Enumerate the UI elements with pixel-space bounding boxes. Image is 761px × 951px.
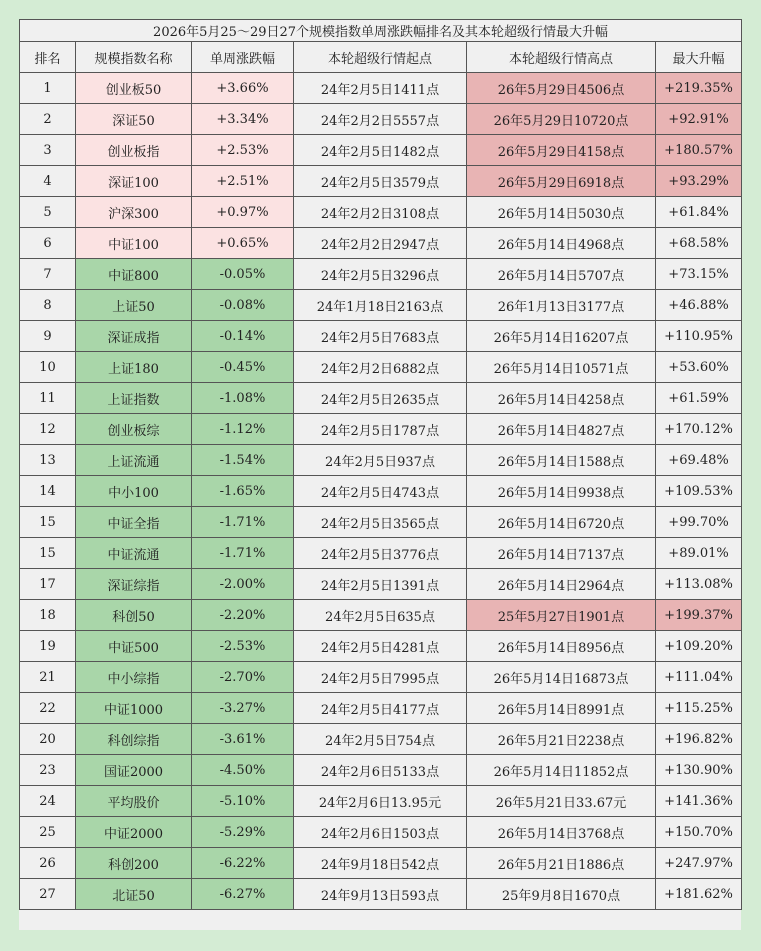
max-gain-cell: +93.29% [656, 166, 742, 197]
max-gain-cell: +181.62% [656, 879, 742, 910]
rally-start-cell: 24年2月5日754点 [294, 724, 467, 755]
index-name-cell: 中小综指 [76, 662, 192, 693]
max-gain-cell: +61.59% [656, 383, 742, 414]
index-name-cell: 上证180 [76, 352, 192, 383]
index-name-cell: 深证100 [76, 166, 192, 197]
max-gain-cell: +109.53% [656, 476, 742, 507]
rally-start-cell: 24年2月5日635点 [294, 600, 467, 631]
weekly-change-cell: -5.10% [192, 786, 294, 817]
rally-high-cell: 26年5月21日2238点 [467, 724, 656, 755]
index-name-cell: 上证50 [76, 290, 192, 321]
rally-start-cell: 24年2月6日5133点 [294, 755, 467, 786]
weekly-change-cell: +2.53% [192, 135, 294, 166]
index-name-cell: 中证全指 [76, 507, 192, 538]
rally-high-cell: 26年5月14日10571点 [467, 352, 656, 383]
rally-start-cell: 24年2月5日3296点 [294, 259, 467, 290]
index-ranking-table [19, 19, 742, 910]
header-rally-start: 本轮超级行情起点 [294, 42, 467, 73]
max-gain-cell: +247.97% [656, 848, 742, 879]
rank-cell: 25 [20, 817, 76, 848]
table-row [20, 817, 742, 848]
rally-start-cell: 24年2月5日4743点 [294, 476, 467, 507]
table-row [20, 538, 742, 569]
table-row [20, 352, 742, 383]
table-row [20, 104, 742, 135]
rally-start-cell: 24年2月5日937点 [294, 445, 467, 476]
index-name-cell: 创业板综 [76, 414, 192, 445]
rally-high-cell: 26年5月14日16207点 [467, 321, 656, 352]
max-gain-cell: +69.48% [656, 445, 742, 476]
max-gain-cell: +99.70% [656, 507, 742, 538]
weekly-change-cell: -0.14% [192, 321, 294, 352]
rally-high-cell: 26年1月13日3177点 [467, 290, 656, 321]
index-name-cell: 科创200 [76, 848, 192, 879]
max-gain-cell: +115.25% [656, 693, 742, 724]
index-name-cell: 中证800 [76, 259, 192, 290]
max-gain-cell: +150.70% [656, 817, 742, 848]
max-gain-cell: +170.12% [656, 414, 742, 445]
table-container [19, 19, 741, 930]
table-row [20, 383, 742, 414]
rank-cell: 15 [20, 538, 76, 569]
rally-start-cell: 24年2月6日13.95元 [294, 786, 467, 817]
weekly-change-cell: +0.97% [192, 197, 294, 228]
weekly-change-cell: -0.45% [192, 352, 294, 383]
table-row [20, 166, 742, 197]
rank-cell: 5 [20, 197, 76, 228]
weekly-change-cell: -0.05% [192, 259, 294, 290]
rally-high-cell: 26年5月14日5707点 [467, 259, 656, 290]
max-gain-cell: +196.82% [656, 724, 742, 755]
index-name-cell: 深证50 [76, 104, 192, 135]
weekly-change-cell: +0.65% [192, 228, 294, 259]
weekly-change-cell: -6.27% [192, 879, 294, 910]
max-gain-cell: +130.90% [656, 755, 742, 786]
rally-high-cell: 26年5月29日4158点 [467, 135, 656, 166]
index-name-cell: 深证综指 [76, 569, 192, 600]
rally-start-cell: 24年2月5日1391点 [294, 569, 467, 600]
weekly-change-cell: -4.50% [192, 755, 294, 786]
table-row [20, 414, 742, 445]
weekly-change-cell: -1.54% [192, 445, 294, 476]
rank-cell: 6 [20, 228, 76, 259]
max-gain-cell: +110.95% [656, 321, 742, 352]
rally-high-cell: 26年5月14日8991点 [467, 693, 656, 724]
table-title: 2026年5月25～29日27个规模指数单周涨跌幅排名及其本轮超级行情最大升幅 [20, 20, 742, 42]
index-name-cell: 上证流通 [76, 445, 192, 476]
weekly-change-cell: -2.20% [192, 600, 294, 631]
rally-start-cell: 24年2月5日3579点 [294, 166, 467, 197]
rank-cell: 3 [20, 135, 76, 166]
rank-cell: 10 [20, 352, 76, 383]
weekly-change-cell: -2.70% [192, 662, 294, 693]
rally-start-cell: 24年2月5日3776点 [294, 538, 467, 569]
max-gain-cell: +53.60% [656, 352, 742, 383]
rally-start-cell: 24年2月5日3565点 [294, 507, 467, 538]
table-row [20, 290, 742, 321]
weekly-change-cell: -2.00% [192, 569, 294, 600]
rally-high-cell: 26年5月14日8956点 [467, 631, 656, 662]
header-max-gain: 最大升幅 [656, 42, 742, 73]
rally-high-cell: 26年5月14日11852点 [467, 755, 656, 786]
rally-high-cell: 25年9月8日1670点 [467, 879, 656, 910]
rally-high-cell: 26年5月14日1588点 [467, 445, 656, 476]
rally-start-cell: 24年2月5日4281点 [294, 631, 467, 662]
rank-cell: 19 [20, 631, 76, 662]
rank-cell: 11 [20, 383, 76, 414]
rally-high-cell: 25年5月27日1901点 [467, 600, 656, 631]
rank-cell: 7 [20, 259, 76, 290]
rally-start-cell: 24年2月5日1411点 [294, 73, 467, 104]
table-row [20, 724, 742, 755]
title-row [20, 20, 742, 42]
weekly-change-cell: -1.08% [192, 383, 294, 414]
rally-start-cell: 24年2月2日2947点 [294, 228, 467, 259]
max-gain-cell: +46.88% [656, 290, 742, 321]
table-row [20, 569, 742, 600]
max-gain-cell: +141.36% [656, 786, 742, 817]
table-row [20, 879, 742, 910]
rank-cell: 24 [20, 786, 76, 817]
index-name-cell: 北证50 [76, 879, 192, 910]
table-row [20, 848, 742, 879]
weekly-change-cell: -3.27% [192, 693, 294, 724]
weekly-change-cell: -1.12% [192, 414, 294, 445]
rally-start-cell: 24年2月5日4177点 [294, 693, 467, 724]
header-rally-high: 本轮超级行情高点 [467, 42, 656, 73]
header-row [20, 42, 742, 73]
rally-start-cell: 24年9月18日542点 [294, 848, 467, 879]
max-gain-cell: +68.58% [656, 228, 742, 259]
rally-start-cell: 24年9月13日593点 [294, 879, 467, 910]
table-row [20, 786, 742, 817]
rank-cell: 18 [20, 600, 76, 631]
rank-cell: 12 [20, 414, 76, 445]
table-row [20, 662, 742, 693]
index-name-cell: 中证100 [76, 228, 192, 259]
weekly-change-cell: -3.61% [192, 724, 294, 755]
rally-high-cell: 26年5月14日4258点 [467, 383, 656, 414]
table-row [20, 228, 742, 259]
rally-high-cell: 26年5月29日4506点 [467, 73, 656, 104]
rank-cell: 27 [20, 879, 76, 910]
rank-cell: 2 [20, 104, 76, 135]
table-row [20, 693, 742, 724]
weekly-change-cell: -5.29% [192, 817, 294, 848]
header-weekly-change: 单周涨跌幅 [192, 42, 294, 73]
table-row [20, 259, 742, 290]
weekly-change-cell: -1.65% [192, 476, 294, 507]
index-name-cell: 中证流通 [76, 538, 192, 569]
max-gain-cell: +180.57% [656, 135, 742, 166]
index-name-cell: 科创综指 [76, 724, 192, 755]
rank-cell: 23 [20, 755, 76, 786]
max-gain-cell: +111.04% [656, 662, 742, 693]
table-row [20, 445, 742, 476]
rally-start-cell: 24年2月5日2635点 [294, 383, 467, 414]
rank-cell: 21 [20, 662, 76, 693]
table-row [20, 197, 742, 228]
table-row [20, 755, 742, 786]
index-name-cell: 科创50 [76, 600, 192, 631]
max-gain-cell: +113.08% [656, 569, 742, 600]
header-index-name: 规模指数名称 [76, 42, 192, 73]
weekly-change-cell: +2.51% [192, 166, 294, 197]
rank-cell: 22 [20, 693, 76, 724]
table-row [20, 135, 742, 166]
rally-high-cell: 26年5月29日10720点 [467, 104, 656, 135]
rally-high-cell: 26年5月14日16873点 [467, 662, 656, 693]
rally-start-cell: 24年1月18日2163点 [294, 290, 467, 321]
weekly-change-cell: -2.53% [192, 631, 294, 662]
rally-high-cell: 26年5月21日33.67元 [467, 786, 656, 817]
table-row [20, 600, 742, 631]
rally-high-cell: 26年5月21日1886点 [467, 848, 656, 879]
rally-start-cell: 24年2月2日6882点 [294, 352, 467, 383]
weekly-change-cell: -0.08% [192, 290, 294, 321]
index-name-cell: 中证2000 [76, 817, 192, 848]
index-name-cell: 国证2000 [76, 755, 192, 786]
rally-start-cell: 24年2月2日3108点 [294, 197, 467, 228]
weekly-change-cell: -1.71% [192, 538, 294, 569]
rally-start-cell: 24年2月5日1482点 [294, 135, 467, 166]
rank-cell: 8 [20, 290, 76, 321]
max-gain-cell: +73.15% [656, 259, 742, 290]
index-name-cell: 创业板指 [76, 135, 192, 166]
index-name-cell: 沪深300 [76, 197, 192, 228]
weekly-change-cell: +3.66% [192, 73, 294, 104]
max-gain-cell: +89.01% [656, 538, 742, 569]
rally-start-cell: 24年2月5日7683点 [294, 321, 467, 352]
rally-high-cell: 26年5月14日2964点 [467, 569, 656, 600]
rank-cell: 20 [20, 724, 76, 755]
rally-start-cell: 24年2月6日1503点 [294, 817, 467, 848]
rank-cell: 14 [20, 476, 76, 507]
rank-cell: 4 [20, 166, 76, 197]
rank-cell: 1 [20, 73, 76, 104]
rally-start-cell: 24年2月2日5557点 [294, 104, 467, 135]
rally-high-cell: 26年5月14日9938点 [467, 476, 656, 507]
rally-high-cell: 26年5月14日5030点 [467, 197, 656, 228]
max-gain-cell: +61.84% [656, 197, 742, 228]
rally-high-cell: 26年5月14日7137点 [467, 538, 656, 569]
rank-cell: 17 [20, 569, 76, 600]
rally-start-cell: 24年2月5日1787点 [294, 414, 467, 445]
rally-high-cell: 26年5月29日6918点 [467, 166, 656, 197]
rally-high-cell: 26年5月14日4968点 [467, 228, 656, 259]
rank-cell: 15 [20, 507, 76, 538]
index-name-cell: 平均股价 [76, 786, 192, 817]
header-rank: 排名 [20, 42, 76, 73]
index-name-cell: 中证500 [76, 631, 192, 662]
index-name-cell: 深证成指 [76, 321, 192, 352]
rank-cell: 13 [20, 445, 76, 476]
table-row [20, 476, 742, 507]
rank-cell: 26 [20, 848, 76, 879]
table-row [20, 73, 742, 104]
max-gain-cell: +199.37% [656, 600, 742, 631]
index-name-cell: 中小100 [76, 476, 192, 507]
table-row [20, 321, 742, 352]
max-gain-cell: +92.91% [656, 104, 742, 135]
weekly-change-cell: -1.71% [192, 507, 294, 538]
table-row [20, 631, 742, 662]
rally-start-cell: 24年2月5日7995点 [294, 662, 467, 693]
max-gain-cell: +109.20% [656, 631, 742, 662]
rank-cell: 9 [20, 321, 76, 352]
index-name-cell: 创业板50 [76, 73, 192, 104]
rally-high-cell: 26年5月14日3768点 [467, 817, 656, 848]
index-name-cell: 上证指数 [76, 383, 192, 414]
rally-high-cell: 26年5月14日4827点 [467, 414, 656, 445]
table-row [20, 507, 742, 538]
weekly-change-cell: -6.22% [192, 848, 294, 879]
max-gain-cell: +219.35% [656, 73, 742, 104]
weekly-change-cell: +3.34% [192, 104, 294, 135]
index-name-cell: 中证1000 [76, 693, 192, 724]
rally-high-cell: 26年5月14日6720点 [467, 507, 656, 538]
